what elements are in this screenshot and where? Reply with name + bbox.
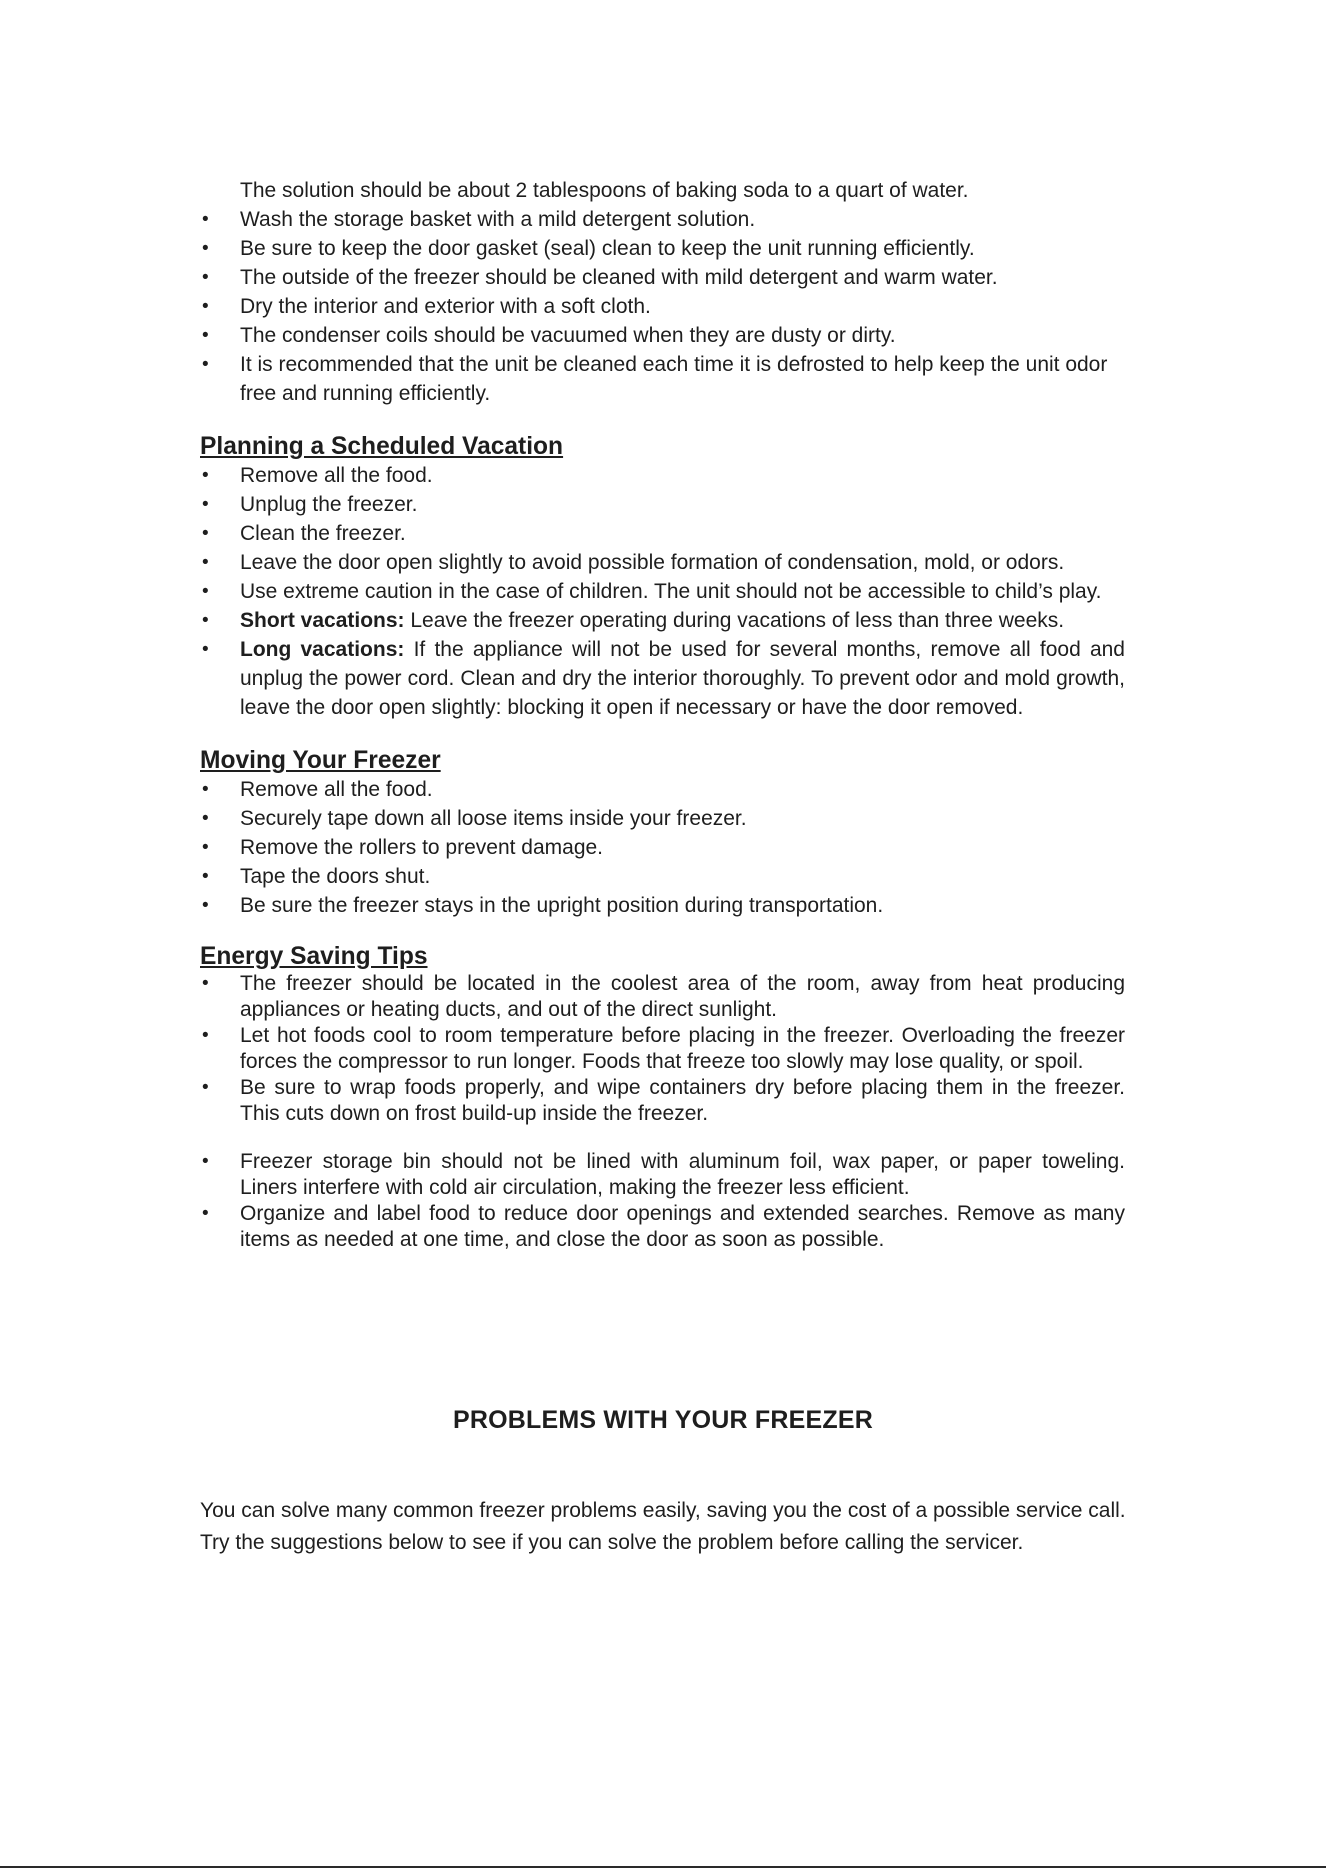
list-item: The solution should be about 2 tablespoons of baking soda to a quart of water.	[240, 179, 969, 202]
section-heading-energy: Energy Saving Tips	[200, 943, 428, 970]
list-item: • Clean the freezer.	[200, 519, 1125, 548]
vacation-section	[200, 432, 1125, 722]
list-item: • The condenser coils should be vacuumed when they are dusty or dirty.	[200, 321, 1125, 350]
moving-section	[200, 746, 1125, 920]
list-item: • Be sure the freezer stays in the upright position during transportation.	[200, 891, 1125, 920]
list-item: • Leave the door open slightly to avoid possible formation of condensation, mold, or odors.	[200, 548, 1125, 577]
list-item: • Dry the interior and exterior with a soft cloth.	[200, 292, 1125, 321]
list-item: • Freezer storage bin should not be lined with aluminum foil, wax paper, or paper toweling. Liners interfere with cold air circulation, making the freezer less efficient.	[200, 1149, 1125, 1201]
list-item: • Tape the doors shut.	[200, 862, 1125, 891]
cleaning-list	[200, 176, 1125, 408]
moving-list	[200, 775, 1125, 920]
list-item: • It is recommended that the unit be cleaned each time it is defrosted to help keep the unit odor free and running efficiently.	[200, 350, 1125, 408]
short-vacations-label: Short vacations:	[240, 609, 405, 632]
short-vacations-text: Leave the freezer operating during vacations of less than three weeks.	[404, 609, 1065, 632]
list-item: • Use extreme caution in the case of children. The unit should not be accessible to child’s play.	[200, 577, 1125, 606]
list-item: • The freezer should be located in the coolest area of the room, away from heat producing appliances or heating ducts, and out of the direct sunlight.	[200, 971, 1125, 1023]
list-item: • Remove all the food.	[200, 461, 1125, 490]
list-item: • Wash the storage basket with a mild detergent solution.	[200, 205, 1125, 234]
vacation-list	[200, 461, 1125, 722]
list-item: • Let hot foods cool to room temperature before placing in the freezer. Overloading the freezer forces the compressor to run longer. Foods that freeze too slowly may lose quality, or spoil.	[200, 1023, 1125, 1075]
list-item: • Unplug the freezer.	[200, 490, 1125, 519]
list-item-short-vacations	[200, 606, 1125, 635]
list-item: • Remove the rollers to prevent damage.	[200, 833, 1125, 862]
page-content	[200, 176, 1125, 1253]
section-heading-vacation: Planning a Scheduled Vacation	[200, 433, 564, 460]
energy-list	[200, 971, 1125, 1253]
long-vacations-label: Long vacations:	[240, 638, 405, 661]
list-item: • Securely tape down all loose items inside your freezer.	[200, 804, 1125, 833]
energy-section	[200, 942, 1125, 1253]
problems-intro: You can solve many common freezer problems easily, saving you the cost of a possible service call. Try the suggestions below to see if you can solve the problem before calling the servicer.	[200, 1499, 1126, 1554]
problems-title: PROBLEMS WITH YOUR FREEZER	[452, 1406, 874, 1434]
list-item: • Be sure to keep the door gasket (seal) clean to keep the unit running efficiently.	[200, 234, 1125, 263]
section-heading-moving: Moving Your Freezer	[200, 747, 441, 774]
long-vacations-text: If the appliance will not be used for several months, remove all food and unplug the power cord. Clean and dry the interior thoroughly. To prevent odor and mold growth, leave the door open slightly: blocking it open if necessary or have the door removed.	[240, 638, 1125, 719]
list-item-long-vacations	[200, 635, 1125, 722]
list-item: • Organize and label food to reduce door openings and extended searches. Remove as many items as needed at one time, and close the door as soon as possible.	[200, 1201, 1125, 1253]
list-item: • Be sure to wrap foods properly, and wipe containers dry before placing them in the freezer. This cuts down on frost build-up inside the freezer.	[200, 1075, 1125, 1127]
list-item: • Remove all the food.	[200, 775, 1125, 804]
list-item: • The outside of the freezer should be cleaned with mild detergent and warm water.	[200, 263, 1125, 292]
